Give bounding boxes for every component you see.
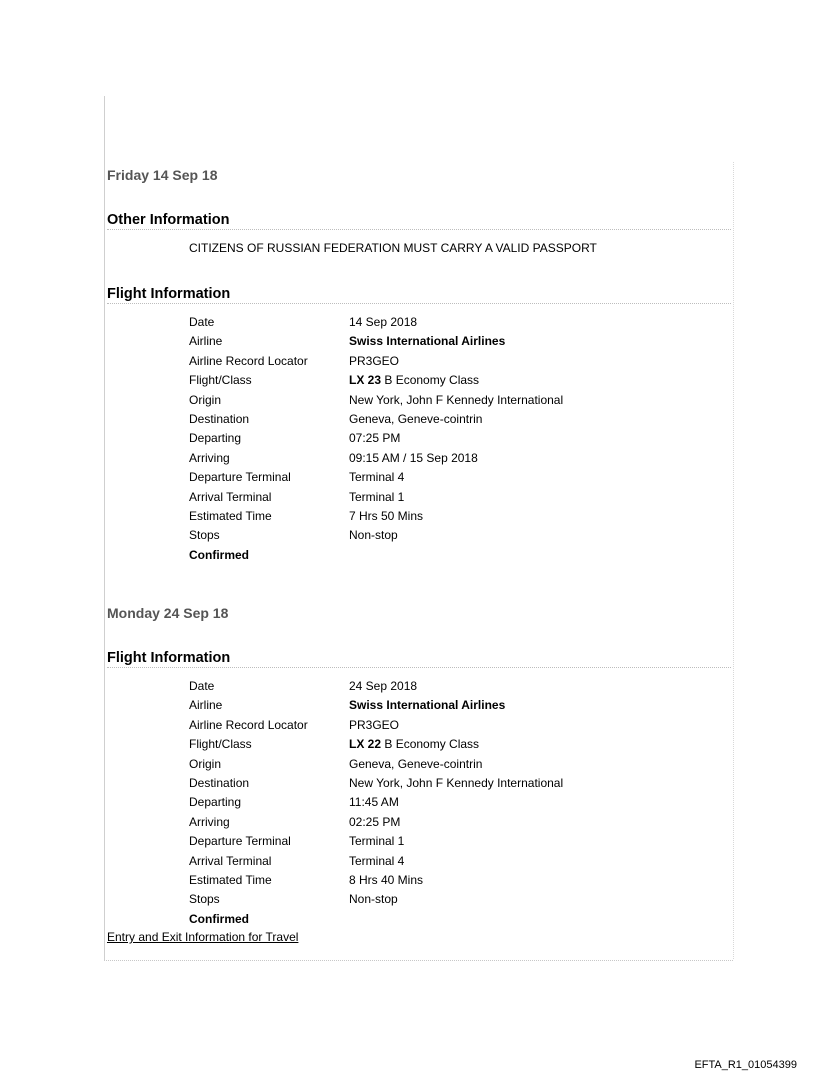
- value-flight-class: [349, 371, 479, 390]
- detail-row-arrival-terminal: [189, 852, 563, 871]
- detail-row-flight-class: [189, 735, 563, 754]
- label-arrival-terminal: Arrival Terminal: [189, 853, 272, 868]
- label-departing: Departing: [189, 795, 242, 810]
- detail-row-departing: [189, 429, 563, 448]
- detail-row-destination: [189, 410, 563, 429]
- value-arriving: 02:25 PM: [349, 814, 401, 829]
- label-destination: Destination: [189, 411, 250, 426]
- value-arrival-terminal: Terminal 4: [349, 853, 405, 868]
- label-airline: Airline: [189, 334, 223, 349]
- detail-row-departure-terminal: [189, 468, 563, 487]
- value-departure-terminal: Terminal 1: [349, 834, 405, 849]
- detail-row-stops: [189, 526, 563, 545]
- value-record-locator: PR3GEO: [349, 353, 400, 368]
- cabin-class: B Economy Class: [381, 737, 480, 752]
- label-date: Date: [189, 315, 215, 329]
- value-origin: Geneva, Geneve-cointrin: [349, 756, 483, 771]
- document-id: EFTA_R1_01054399: [694, 1059, 797, 1071]
- value-stops: Non-stop: [349, 892, 398, 907]
- passport-notice: CITIZENS OF RUSSIAN FEDERATION MUST CARRY A VALID PASSPORT: [189, 241, 597, 255]
- detail-row-estimated-time: [189, 507, 563, 526]
- detail-row-date: [189, 677, 563, 696]
- label-origin: Origin: [189, 392, 222, 407]
- detail-row-flight-class: [189, 371, 563, 390]
- label-flight-class: Flight/Class: [189, 373, 252, 388]
- cabin-class: B Economy Class: [381, 373, 480, 388]
- detail-row-airline: [189, 696, 563, 715]
- detail-row-estimated-time: [189, 871, 563, 890]
- detail-row-arriving: [189, 449, 563, 468]
- label-record-locator: Airline Record Locator: [189, 353, 308, 368]
- value-departing: 07:25 PM: [349, 431, 401, 446]
- value-destination: New York, John F Kennedy International: [349, 775, 564, 790]
- detail-row-arriving: [189, 813, 563, 832]
- value-date: 14 Sep 2018: [349, 315, 418, 329]
- value-origin: New York, John F Kennedy International: [349, 392, 564, 407]
- detail-row-record-locator: [189, 716, 563, 735]
- entry-exit-info-link[interactable]: Entry and Exit Information for Travel: [107, 930, 299, 944]
- flight-details-2: [189, 677, 563, 929]
- value-departure-terminal: Terminal 4: [349, 470, 405, 485]
- label-departure-terminal: Departure Terminal: [189, 834, 291, 849]
- flight-number: LX 23: [349, 373, 382, 388]
- value-estimated-time: 7 Hrs 50 Mins: [349, 508, 424, 523]
- detail-row-stops: [189, 890, 563, 909]
- label-arriving: Arriving: [189, 814, 230, 829]
- detail-row-origin: [189, 755, 563, 774]
- label-stops: Stops: [189, 528, 220, 543]
- label-origin: Origin: [189, 756, 222, 771]
- flight-number: LX 22: [349, 737, 382, 752]
- detail-row-record-locator: [189, 352, 563, 371]
- flight-information-heading-1: Flight Information: [107, 286, 731, 304]
- value-destination: Geneva, Geneve-cointrin: [349, 411, 483, 426]
- value-arriving: 09:15 AM / 15 Sep 2018: [349, 450, 478, 465]
- flight-information-heading-2: Flight Information: [107, 650, 731, 668]
- value-airline: Swiss International Airlines: [349, 698, 506, 713]
- day-heading-1: Friday 14 Sep 18: [107, 167, 218, 183]
- value-flight-class: [349, 735, 479, 754]
- detail-row-origin: [189, 391, 563, 410]
- value-airline: Swiss International Airlines: [349, 334, 506, 349]
- label-date: Date: [189, 679, 215, 693]
- label-stops: Stops: [189, 892, 220, 907]
- value-estimated-time: 8 Hrs 40 Mins: [349, 872, 424, 887]
- detail-row-departing: [189, 793, 563, 812]
- frame-divider: [733, 162, 734, 959]
- booking-status: Confirmed: [189, 547, 249, 562]
- flight-details-1: [189, 313, 563, 565]
- label-arrival-terminal: Arrival Terminal: [189, 489, 272, 504]
- label-destination: Destination: [189, 775, 250, 790]
- value-record-locator: PR3GEO: [349, 717, 400, 732]
- day-heading-2: Monday 24 Sep 18: [107, 605, 229, 621]
- detail-row-date: [189, 313, 563, 332]
- label-departing: Departing: [189, 431, 242, 446]
- label-airline: Airline: [189, 698, 223, 713]
- label-flight-class: Flight/Class: [189, 737, 252, 752]
- detail-row-airline: [189, 332, 563, 351]
- value-stops: Non-stop: [349, 528, 398, 543]
- label-estimated-time: Estimated Time: [189, 508, 272, 523]
- label-estimated-time: Estimated Time: [189, 872, 272, 887]
- label-record-locator: Airline Record Locator: [189, 717, 308, 732]
- value-arrival-terminal: Terminal 1: [349, 489, 405, 504]
- other-information-heading: Other Information: [107, 212, 731, 230]
- detail-row-departure-terminal: [189, 832, 563, 851]
- label-arriving: Arriving: [189, 450, 230, 465]
- label-departure-terminal: Departure Terminal: [189, 470, 291, 485]
- value-departing: 11:45 AM: [349, 795, 399, 810]
- booking-status: Confirmed: [189, 911, 249, 926]
- detail-row-arrival-terminal: [189, 488, 563, 507]
- value-date: 24 Sep 2018: [349, 679, 418, 693]
- detail-row-destination: [189, 774, 563, 793]
